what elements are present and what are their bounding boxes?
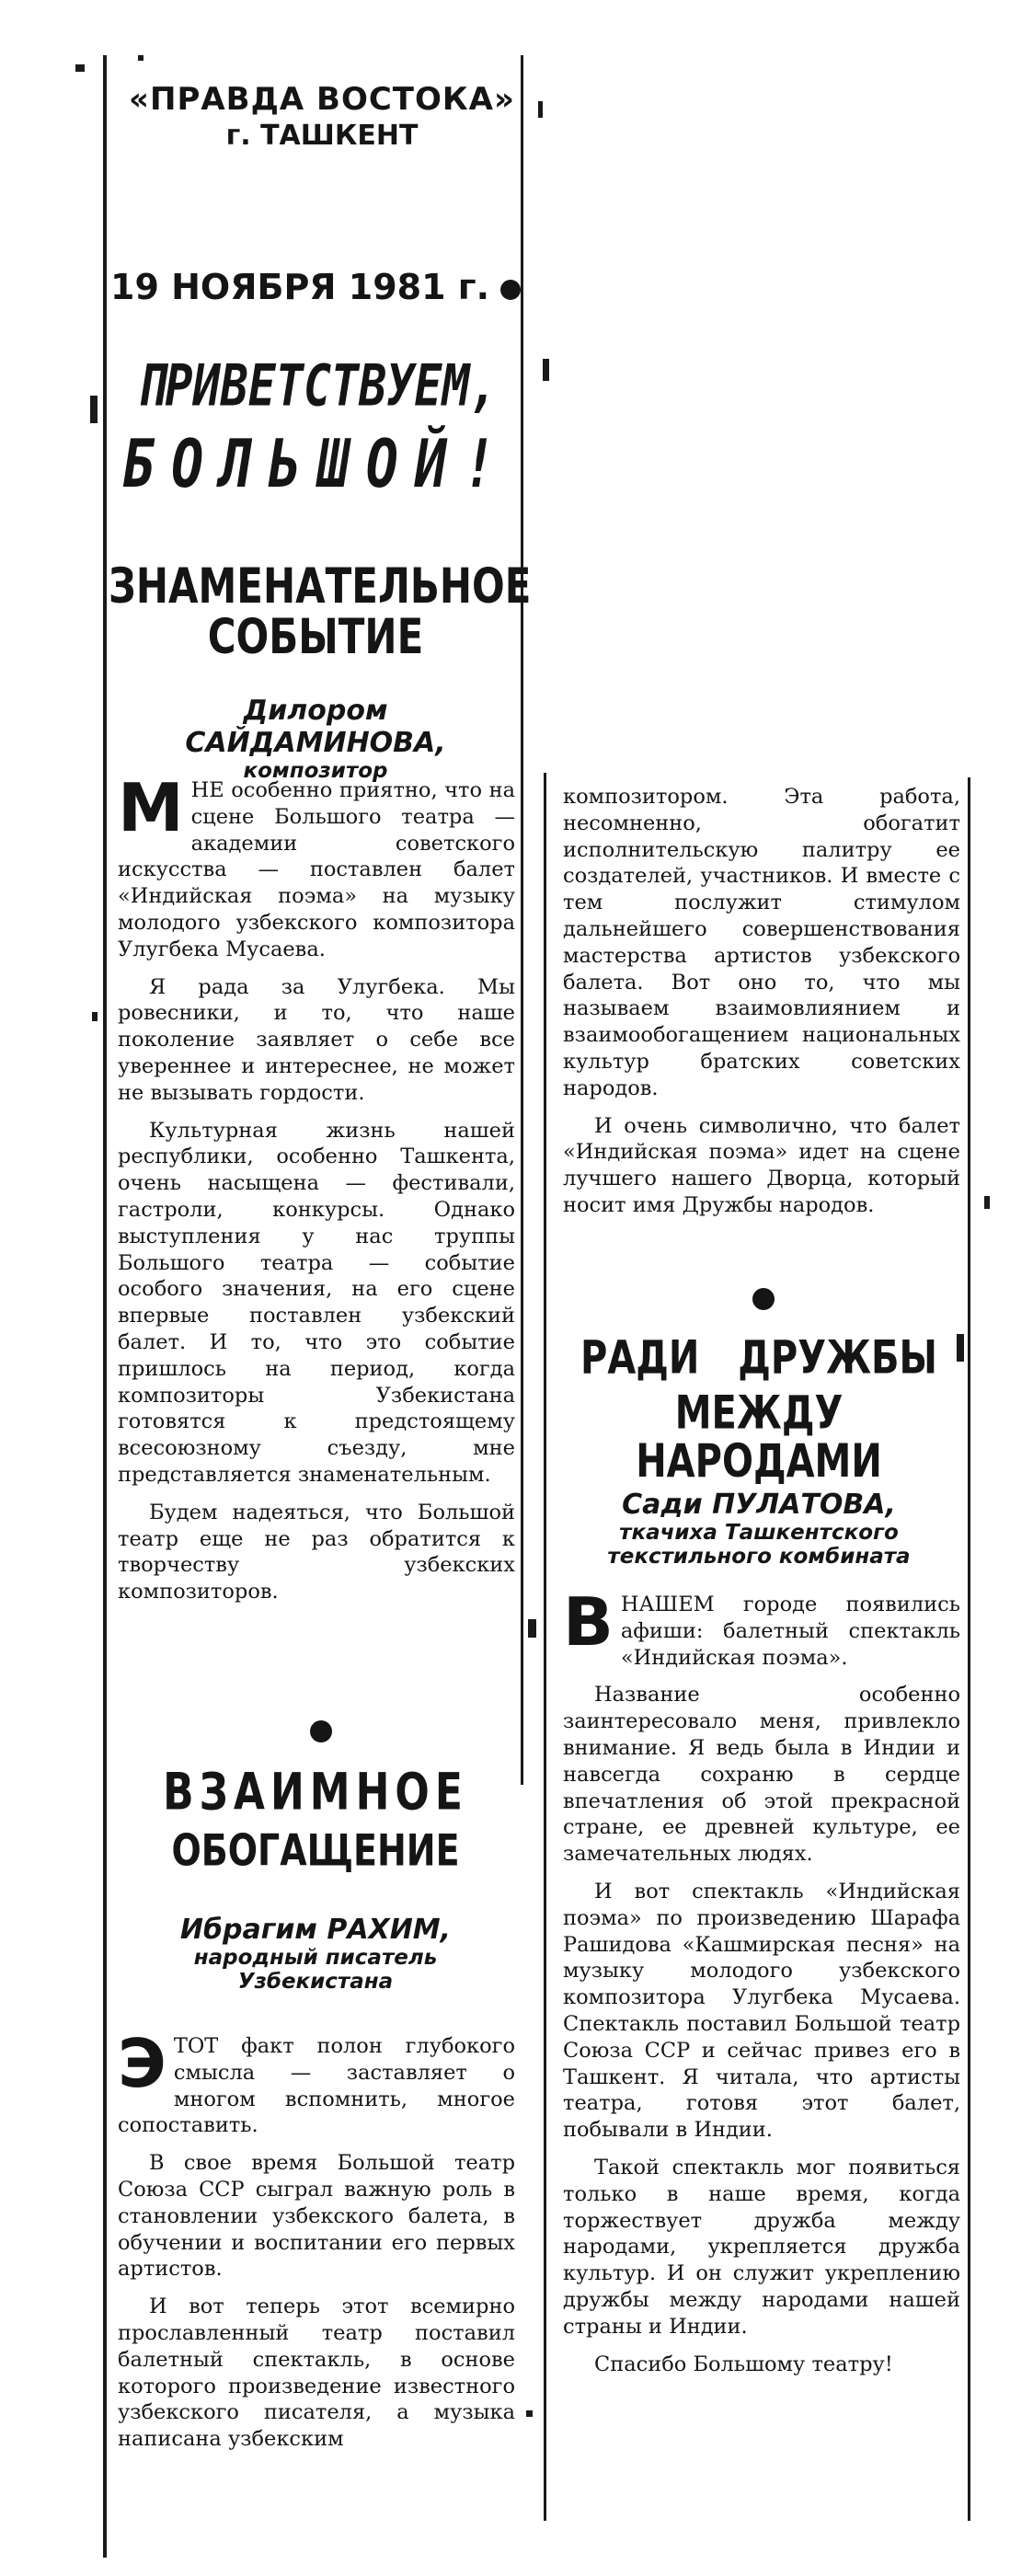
article-1-paragraph-1: НЕ особенно приятно, что на сцене Большого театра — академии советского искусства — поставлен балет «Индийская поэма» на музыку молодого узбекского композитора Улугбека Мусаева. bbox=[118, 778, 515, 961]
main-headline-line2: БОЛЬШОЙ! bbox=[122, 424, 512, 503]
article-2-byline bbox=[109, 1914, 522, 1994]
issue-date-text: 19 НОЯБРЯ 1981 г. bbox=[110, 267, 490, 307]
article-2-role-line2: Узбекистана bbox=[237, 1970, 394, 1994]
article-3-paragraph-2: Название особенно заинтересовало меня, привлекло внимание. Я ведь была в Индии и навсегда сохраню в сердце впечатления об этой прекрасной стране, ее древней культуре, ее замечательных людях. bbox=[563, 1683, 960, 1867]
right-column-edge bbox=[968, 777, 970, 2521]
section-bullet-icon bbox=[310, 1720, 332, 1742]
issue-date bbox=[110, 267, 521, 307]
main-headline-line1: ПРИВЕТСТВУЕМ, bbox=[137, 351, 498, 420]
article-1-title bbox=[109, 558, 532, 665]
scan-speck bbox=[90, 396, 98, 423]
article-3-author: Сади ПУЛАТОВА, bbox=[622, 1489, 896, 1521]
article-3-body bbox=[563, 1583, 960, 2388]
article-3-title-line2: МЕЖДУ НАРОДАМИ bbox=[636, 1386, 882, 1489]
article-2-body bbox=[118, 2025, 515, 2464]
scan-speck bbox=[75, 64, 85, 72]
article-1-paragraph-5: композитором. Эта работа, несомненно, обогатит исполнительскую палитру ее создателей, участников. И вместе с тем послужит стимулом дальнейшего совершенствования мастерства артистов узбекского балета. Вот оно то, что мы называем взаимовлиянием и взаимообогащением национальных культур братских советских народов. bbox=[563, 785, 960, 1100]
article-3-role-line1: ткачиха Ташкентского bbox=[619, 1521, 899, 1545]
article-2-paragraph-2: В свое время Большой театр Союза ССР сыграл важную роль в становлении узбекского балета, в обучении и воспитании его первых артистов. bbox=[118, 2151, 515, 2282]
article-1-title-line1: ЗНАМЕНАТЕЛЬНОЕ bbox=[109, 558, 532, 615]
article-3-role-line2: текстильного комбината bbox=[607, 1545, 911, 1569]
date-bullet-icon bbox=[500, 280, 521, 300]
article-1-lead-paragraph bbox=[118, 769, 515, 963]
article-1-author: Дилором САЙДАМИНОВА, bbox=[185, 695, 446, 759]
article-1-paragraph-6: И очень символично, что балет «Индийская поэма» идет на сцене лучшего нашего Дворца, который носит имя Дружбы народов. bbox=[563, 1113, 960, 1217]
article-2-dropcap: Э bbox=[118, 2025, 166, 2102]
section-bullet-icon-2 bbox=[752, 1288, 775, 1310]
article-2-lead-paragraph bbox=[118, 2025, 515, 2139]
article-3-paragraph-5: Спасибо Большому театру! bbox=[594, 2352, 893, 2376]
article-2-author: Ибрагим РАХИМ, bbox=[179, 1914, 452, 1946]
article-2-paragraph-3: И вот теперь этот всемирно прославленный театр поставил балетный спектакль, в основе которого произведение известного узбекского писателя, а музыка написана узбекским bbox=[118, 2294, 515, 2452]
right-clip-edge bbox=[521, 55, 523, 1785]
scan-speck bbox=[984, 1196, 990, 1209]
article-1-paragraph-2: Я рада за Улугбека. Мы ровесники, и то, что наше поколение заявляет о себе все увереннее и интереснее, не может не вызывать гордости. bbox=[118, 974, 515, 1105]
newspaper-city: г. ТАШКЕНТ bbox=[225, 120, 419, 152]
article-3-byline bbox=[552, 1489, 966, 1569]
article-2-title bbox=[109, 1763, 522, 1876]
scan-speck bbox=[526, 2410, 533, 2417]
article-1-paragraph-3: Культурная жизнь нашей республики, особенно Ташкента, очень насыщена — фестивали, гастроли, конкурсы. Однако выступления у нас труппы Большого театра — событие особого значения, на его сцене впервые поставлен узбекский балет. И то, что это событие пришлось на период, когда композиторы Узбекистана готовятся к предстоящему всесоюзному съезду, мне представляется знаменательным. bbox=[118, 1118, 515, 1487]
article-3-paragraph-4: Такой спектакль мог появиться только в наше время, когда торжествует дружба между народами, укрепляется дружба культур. И он служит укреплению дружбы между народами нашей страны и Индии. bbox=[563, 2155, 960, 2339]
scan-speck bbox=[543, 359, 549, 381]
article-1-title-line2: СОБЫТИЕ bbox=[207, 608, 424, 665]
scan-speck bbox=[528, 1619, 536, 1638]
article-3-lead-paragraph bbox=[563, 1583, 960, 1671]
scan-speck bbox=[957, 1334, 964, 1362]
article-1-continuation bbox=[563, 784, 960, 1230]
column-divider bbox=[544, 773, 546, 2521]
article-1-body bbox=[118, 769, 515, 1616]
article-3-dropcap: В bbox=[563, 1583, 614, 1661]
newspaper-name: «ПРАВДА ВОСТОКА» bbox=[129, 81, 515, 118]
article-3-paragraph-1: НАШЕМ городе появились афиши: балетный спектакль «Индийская поэма». bbox=[620, 1593, 960, 1670]
article-2-title-line2: ОБОГАЩЕНИЕ bbox=[171, 1824, 460, 1876]
scan-speck bbox=[538, 101, 543, 118]
masthead bbox=[115, 81, 529, 152]
article-3-title-line1: РАДИ ДРУЖБЫ bbox=[580, 1331, 937, 1385]
scan-speck bbox=[138, 55, 143, 61]
article-1-dropcap: М bbox=[118, 769, 184, 846]
article-2-role-line1: народный писатель bbox=[193, 1946, 438, 1970]
article-1-role: композитор bbox=[243, 759, 388, 783]
article-2-title-line1: ВЗАИМНОЕ bbox=[163, 1763, 468, 1822]
article-1-paragraph-4: Будем надеяться, что Большой театр еще не раз обратится к творчеству узбекских композиторов. bbox=[118, 1500, 515, 1604]
article-3-paragraph-3: И вот спектакль «Индийская поэма» по произведению Шарафа Рашидова «Кашмирская песня» на музыку молодого узбекского композитора Улугбека Мусаева. Спектакль поставил Большой театр Союза ССР и сейчас привез его в Ташкент. Я читала, что артисты театра, готовя этот балет, побывали в Индии. bbox=[563, 1879, 960, 2143]
article-2-paragraph-1: ТОТ факт полон глубокого смысла — заставляет о многом вспомнить, многое сопоставить. bbox=[118, 2034, 515, 2138]
scan-speck bbox=[92, 1012, 98, 1021]
article-3-title bbox=[552, 1331, 966, 1489]
